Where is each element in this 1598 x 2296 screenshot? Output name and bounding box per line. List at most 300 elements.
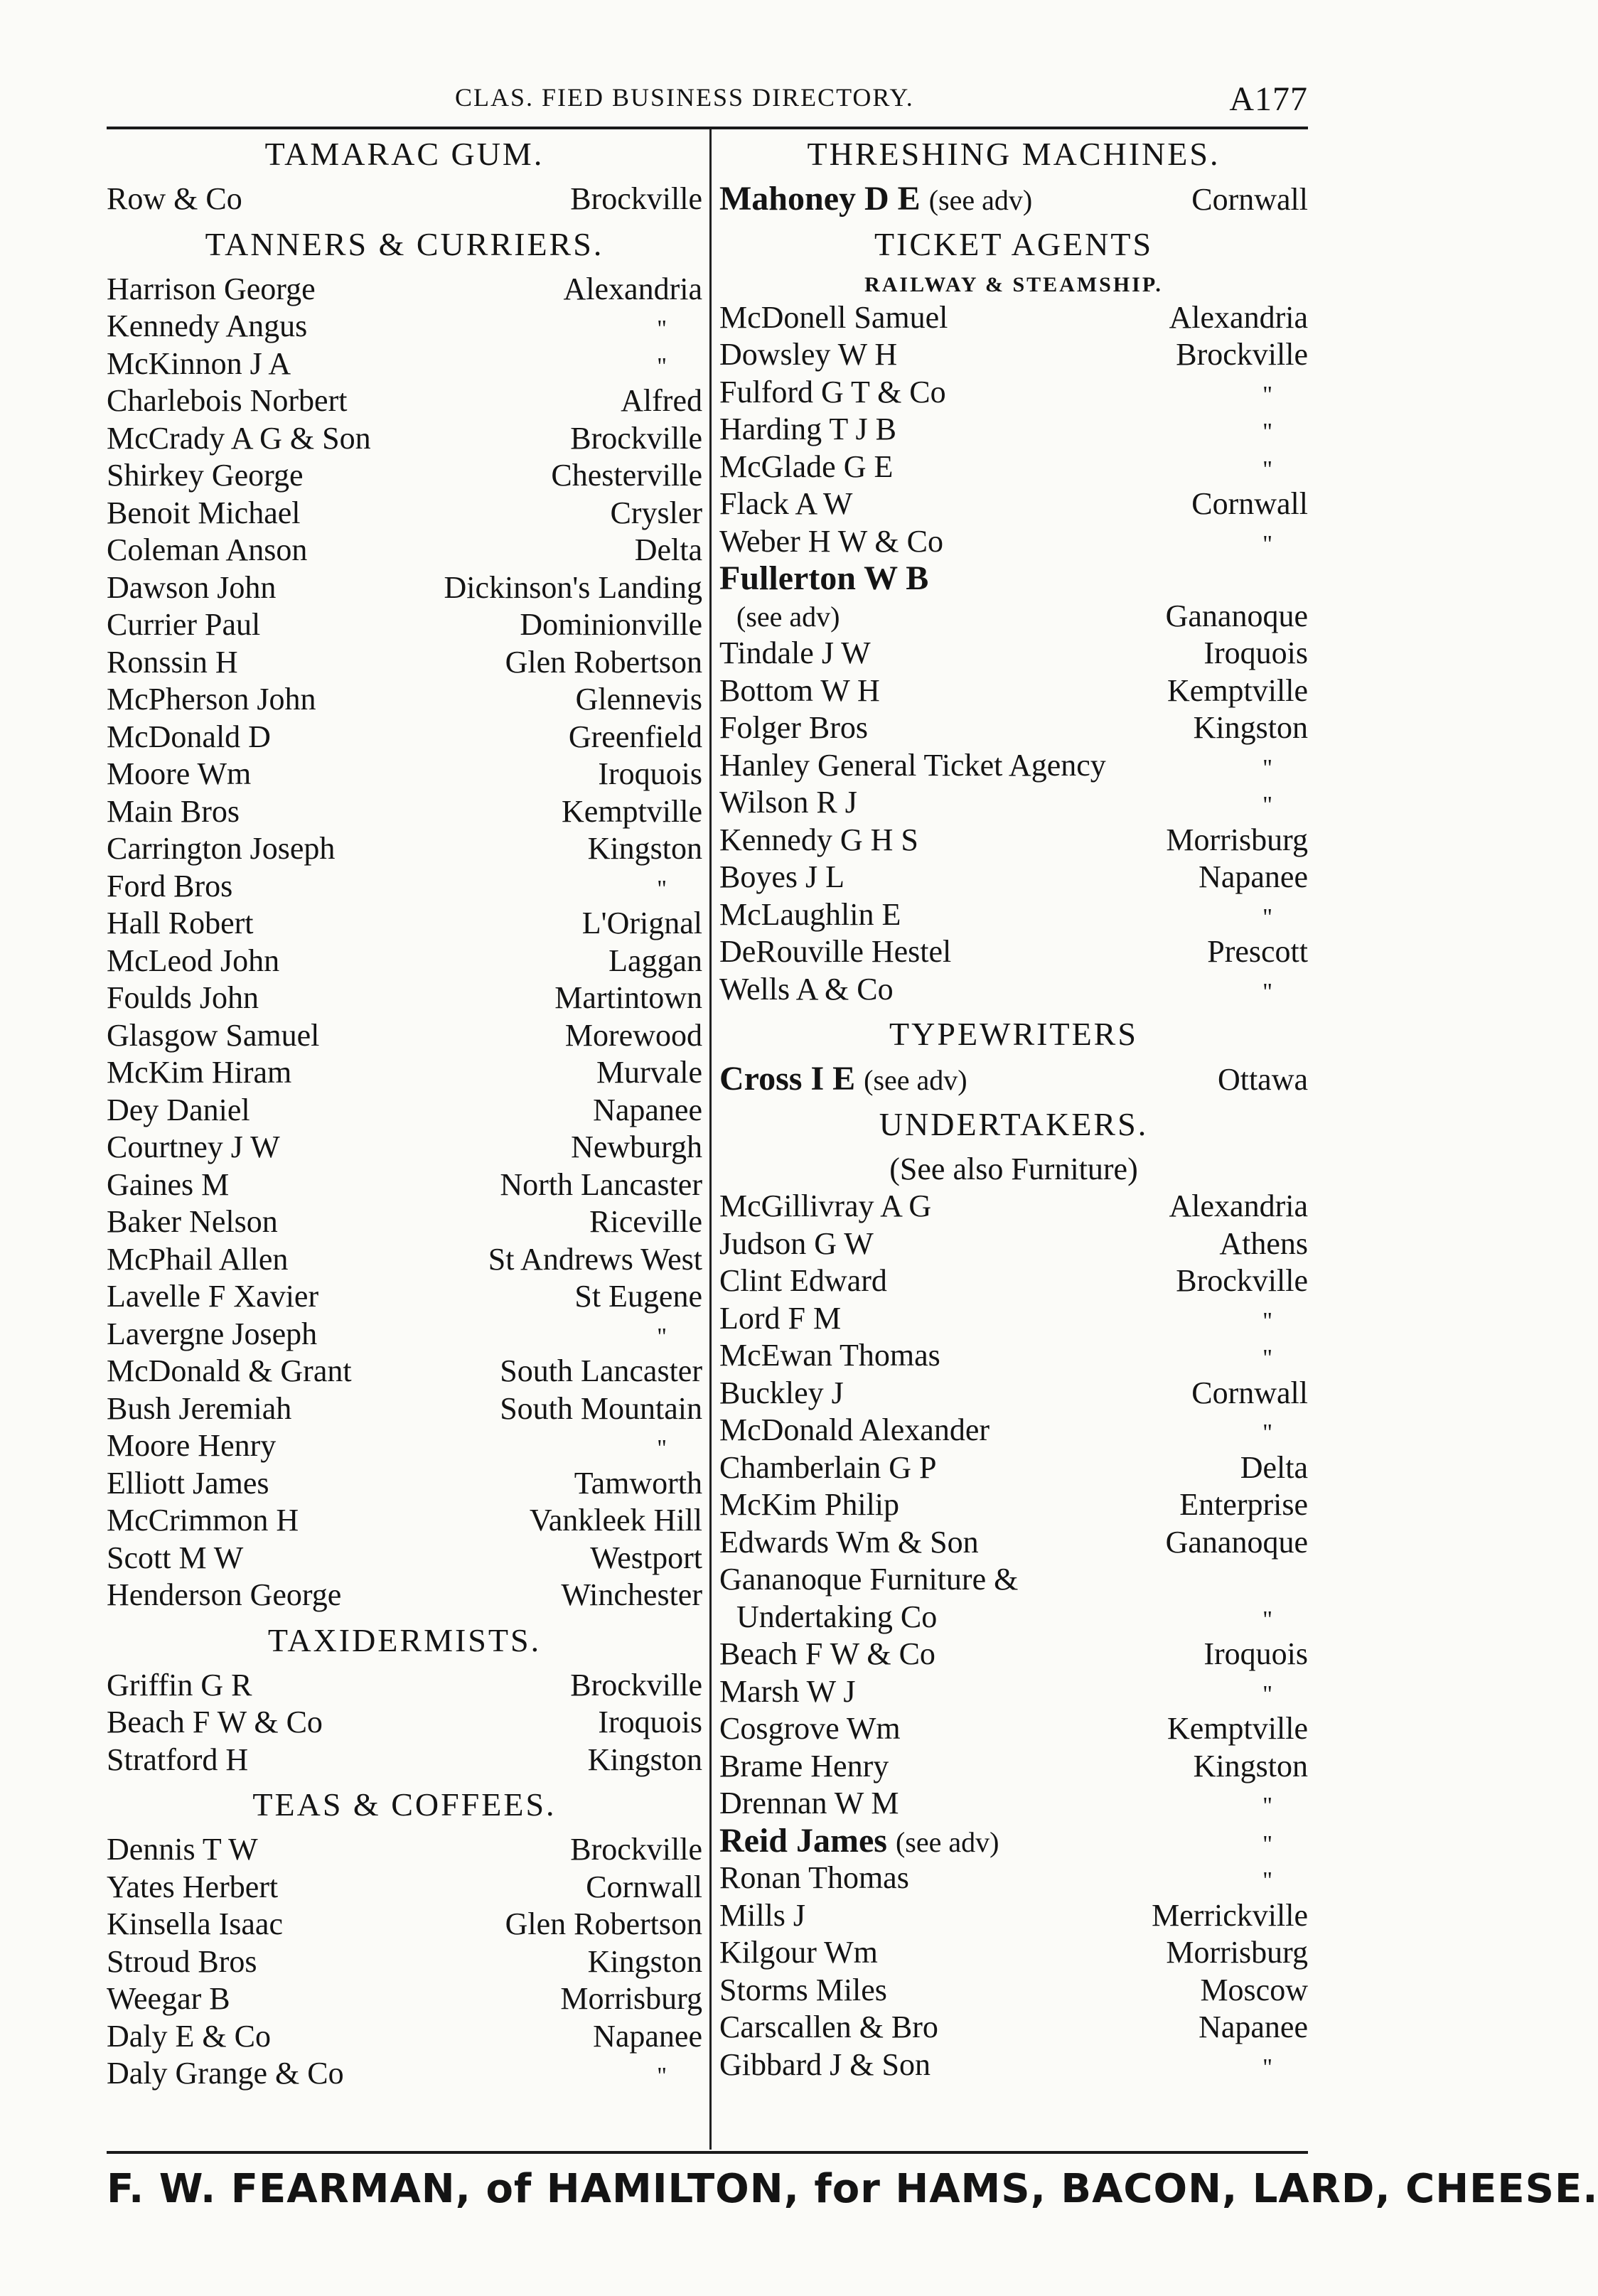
entry-name: McLaughlin E: [719, 896, 901, 932]
directory-entry: [107, 1502, 702, 1540]
entry-place: Kemptville: [1167, 672, 1308, 708]
directory-entry: [107, 868, 702, 906]
section-heading: TEAS & COFFEES.: [252, 1786, 557, 1823]
entry-list: [719, 299, 1308, 561]
entry-place: ": [1262, 1420, 1272, 1446]
directory-entry: [719, 859, 1308, 896]
directory-entry: [719, 2046, 1308, 2084]
directory-entry: [107, 1427, 702, 1465]
entry-place: ": [657, 875, 667, 902]
directory-entry: [719, 411, 1308, 449]
entry-name: Fulford G T & Co: [719, 374, 946, 409]
directory-entry: [719, 1636, 1308, 1673]
entry-list: [719, 1636, 1308, 1823]
entry-name: Carscallen & Bro: [719, 2010, 938, 2044]
entry-place: L'Orignal: [581, 906, 702, 940]
entry-place: Gananoque: [1165, 598, 1308, 633]
directory-entry: [107, 2055, 702, 2093]
column-divider: [709, 129, 712, 2150]
entry-name: Moore Henry: [107, 1428, 277, 1463]
entry-place: Glennevis: [575, 682, 702, 717]
directory-entry: [719, 1748, 1308, 1786]
directory-entry: [719, 1524, 1308, 1562]
entry-name: Bush Jeremiah: [107, 1390, 292, 1426]
directory-entry: [719, 181, 1308, 218]
directory-entry: [719, 1486, 1308, 1524]
entry-name: McGillivray A G: [719, 1189, 932, 1223]
entry-note: (see adv): [895, 1825, 999, 1858]
directory-entry: [107, 1943, 702, 1981]
directory-entry: [107, 1017, 702, 1055]
entry-place: Tamworth: [574, 1465, 702, 1501]
directory-entry: [107, 793, 702, 831]
section-heading: UNDERTAKERS.: [879, 1105, 1149, 1142]
directory-entry: [719, 822, 1308, 859]
directory-entry: [719, 784, 1308, 822]
directory-entry: [107, 830, 702, 868]
entry-place: ": [1262, 419, 1272, 445]
entry-name: Glasgow Samuel: [107, 1017, 320, 1053]
entry-place: ": [1262, 1867, 1272, 1894]
entry-place: Iroquois: [1203, 635, 1308, 670]
entry-place: ": [657, 1435, 667, 1461]
entry-place: Napanee: [593, 1092, 702, 1127]
directory-entry: [107, 606, 702, 644]
entry-place: ": [1262, 530, 1272, 557]
entry-place: ": [1262, 1307, 1272, 1334]
entry-name: Dawson John: [107, 569, 277, 605]
entry-name: McDonell Samuel: [719, 299, 948, 335]
entry-name: Carrington Joseph: [107, 831, 336, 866]
entry-name: Hanley General Ticket Agency: [719, 747, 1106, 783]
directory-entry: [107, 1241, 702, 1279]
directory-entry: [719, 1860, 1308, 1897]
entry-name: Marsh W J: [719, 1673, 856, 1709]
entry-name: Dey Daniel: [107, 1092, 250, 1127]
directory-entry: [719, 1337, 1308, 1375]
entry-name: Daly Grange & Co: [107, 2056, 344, 2091]
directory-entry: [107, 382, 702, 420]
entry-place: Kingston: [587, 1742, 702, 1777]
entry-name: McCrady A G & Son: [107, 420, 371, 456]
running-title: CLAS. FIED BUSINESS DIRECTORY.: [455, 83, 914, 112]
directory-entry: [107, 980, 702, 1017]
entry-place: Cornwall: [1191, 1375, 1308, 1410]
entry-place: Murvale: [596, 1055, 702, 1090]
directory-entry: [107, 1704, 702, 1742]
entry-place: Iroquois: [598, 1705, 702, 1739]
entry-place: Delta: [634, 532, 702, 567]
directory-entry: [107, 1166, 702, 1204]
entry-name: Fullerton W B: [719, 559, 929, 597]
directory-entry: [107, 756, 702, 793]
entry-name: McKinnon J A: [107, 345, 291, 381]
section-threshing-machines: [719, 128, 1308, 218]
entry-place: Kemptville: [562, 793, 702, 829]
directory-entry: [107, 532, 702, 569]
entry-name: Elliott James: [107, 1465, 269, 1501]
entry-name: Moore Wm: [107, 756, 252, 791]
entry-name: Lord F M: [719, 1300, 842, 1336]
entry-place: Kingston: [1193, 1748, 1308, 1783]
entry-place: ": [1262, 1345, 1272, 1371]
directory-entry: [107, 1203, 702, 1241]
entry-name: Daly E & Co: [107, 2018, 271, 2054]
directory-entry: [719, 299, 1308, 337]
entry-name-continued: Undertaking Co: [736, 1599, 938, 1634]
directory-entry: [719, 1300, 1308, 1338]
right-column: [719, 128, 1308, 2083]
section-heading: TICKET AGENTS: [874, 225, 1154, 262]
entry-place: Laggan: [608, 943, 702, 978]
entry-name: Beach F W & Co: [107, 1705, 323, 1739]
directory-section: [107, 128, 702, 218]
directory-entry: [719, 336, 1308, 374]
entry-place: ": [1262, 381, 1272, 408]
entry-place: St Andrews West: [488, 1241, 702, 1277]
entry-note: (see adv): [928, 184, 1033, 216]
directory-entry: [107, 943, 702, 980]
section-undertakers: [719, 1098, 1308, 2084]
entry-place: Cornwall: [586, 1869, 702, 1904]
entry-place: Brockville: [570, 1667, 702, 1702]
entry-place: ": [1262, 1830, 1272, 1857]
entry-name: McPherson John: [107, 682, 316, 717]
directory-entry: [719, 635, 1308, 672]
directory-entry: [107, 719, 702, 756]
section-subheading: RAILWAY & STEAMSHIP.: [864, 272, 1163, 296]
directory-entry: [719, 1897, 1308, 1935]
directory-entry: [719, 1061, 1308, 1098]
directory-entry: [719, 1188, 1308, 1225]
entry-place: Morrisburg: [1166, 1935, 1308, 1970]
entry-name: Charlebois Norbert: [107, 383, 348, 418]
entry-name: McGlade G E: [719, 449, 894, 484]
entry-place: ": [657, 353, 667, 380]
entry-place: Westport: [590, 1540, 702, 1575]
entry-name: Ford Bros: [107, 868, 233, 903]
entry-place: ": [1262, 1793, 1272, 1819]
entry-name: Dennis T W: [107, 1832, 258, 1867]
entry-name: Hall Robert: [107, 906, 254, 940]
section-subheading: (See also Furniture): [889, 1151, 1138, 1186]
directory-entry: [719, 523, 1308, 561]
entry-place: Dominionville: [520, 607, 702, 642]
entry-name: Henderson George: [107, 1577, 342, 1612]
entry-name: Griffin G R: [107, 1667, 252, 1702]
directory-entry: [719, 1561, 1308, 1599]
entry-place: Glen Robertson: [505, 1906, 702, 1941]
directory-entry: [719, 933, 1308, 971]
section-heading: TANNERS & CURRIERS.: [205, 225, 604, 262]
entry-name: Boyes J L: [719, 859, 844, 894]
entry-place: Athens: [1219, 1225, 1308, 1261]
entry-name: Kennedy Angus: [107, 309, 308, 343]
entry-name: Judson G W: [719, 1225, 874, 1261]
entry-note: (see adv): [864, 1064, 967, 1096]
entry-name: Cross I E (see adv): [719, 1060, 967, 1098]
entry-name: Reid James (see adv): [719, 1821, 999, 1860]
entry-name: Scott M W: [107, 1540, 244, 1575]
entry-place: Kingston: [1193, 710, 1308, 745]
entry-place: ": [657, 2063, 667, 2089]
entry-name: Foulds John: [107, 980, 259, 1015]
directory-section: [107, 1614, 702, 1779]
entry-place: Morrisburg: [560, 1981, 702, 2016]
directory-entry: [719, 896, 1308, 934]
directory-entry: [107, 1667, 702, 1705]
entry-name: Courtney J W: [107, 1130, 280, 1164]
entry-place: Enterprise: [1179, 1487, 1308, 1522]
entry-name: Storms Miles: [719, 1972, 887, 2007]
entry-place: Kemptville: [1167, 1711, 1308, 1746]
entry-place: ": [1262, 1680, 1272, 1707]
entry-name: McCrimmon H: [107, 1503, 299, 1538]
entry-place: ": [1262, 2054, 1272, 2081]
entry-name: McKim Philip: [719, 1487, 900, 1522]
directory-entry: [719, 374, 1308, 412]
entry-place: Chesterville: [551, 458, 702, 493]
directory-entry: [107, 345, 702, 383]
section-heading: TYPEWRITERS: [889, 1016, 1138, 1052]
entry-place: Brockville: [1176, 1263, 1308, 1298]
directory-entry: [107, 457, 702, 495]
entry-name: Kinsella Isaac: [107, 1906, 283, 1941]
entry-place: Brockville: [570, 181, 702, 216]
entry-place: ": [1262, 1606, 1272, 1633]
entry-name: Lavergne Joseph: [107, 1316, 318, 1351]
entry-name: McDonald Alexander: [719, 1412, 990, 1447]
entry-name: Brame Henry: [719, 1748, 889, 1783]
directory-entry: [719, 709, 1308, 747]
directory-entry: [107, 905, 702, 943]
entry-place: Iroquois: [598, 756, 702, 791]
directory-entry: [719, 2009, 1308, 2046]
entry-place: Glen Robertson: [505, 644, 702, 680]
entry-name: McDonald D: [107, 719, 271, 754]
entry-place: Crysler: [610, 495, 702, 530]
entry-place: Napanee: [1198, 2010, 1308, 2044]
entry-place: Martintown: [554, 980, 702, 1015]
entry-name: Cosgrove Wm: [719, 1711, 901, 1746]
directory-entry: [719, 1412, 1308, 1449]
directory-entry: [107, 2018, 702, 2056]
entry-place: ": [1262, 456, 1272, 483]
entry-name: Flack A W: [719, 486, 853, 521]
directory-entry: [107, 1540, 702, 1577]
entry-place: Cornwall: [1191, 182, 1308, 217]
entry-list: [719, 1188, 1308, 1561]
entry-name: Buckley J: [719, 1375, 844, 1410]
entry-place: Brockville: [1176, 337, 1308, 372]
entry-place: Napanee: [1198, 859, 1308, 894]
directory-entry: [719, 1449, 1308, 1487]
entry-name: Folger Bros: [719, 710, 868, 745]
directory-entry: [719, 1262, 1308, 1300]
page-number: A177: [1229, 80, 1308, 118]
entry-name: Lavelle F Xavier: [107, 1279, 319, 1314]
entry-name: Clint Edward: [719, 1263, 887, 1298]
entry-name: Stratford H: [107, 1742, 249, 1777]
directory-entry: [107, 1092, 702, 1130]
entry-name: Beach F W & Co: [719, 1636, 935, 1671]
directory-section: [107, 1779, 702, 2093]
entry-name: Main Bros: [107, 793, 240, 829]
entry-name: Yates Herbert: [107, 1869, 279, 1904]
entry-place: Merrickville: [1152, 1897, 1308, 1933]
directory-entry: [107, 1906, 702, 1943]
entry-name: Weber H W & Co: [719, 523, 944, 559]
footer-advertisement: F. W. FEARMAN, of HAMILTON, for HAMS, BACON, LARD, CHEESE.: [107, 2166, 1598, 2212]
entry-name: Dowsley W H: [719, 337, 898, 372]
directory-entry: [719, 672, 1308, 710]
directory-entry: [107, 1054, 702, 1092]
directory-entry: [719, 1823, 1308, 1860]
entry-name: DeRouville Hestel: [719, 934, 952, 969]
entry-name: Weegar B: [107, 1981, 230, 2016]
entry-place: Greenfield: [568, 719, 702, 754]
directory-entry: [107, 495, 702, 532]
entry-list: [719, 1860, 1308, 2083]
entry-name: McEwan Thomas: [719, 1338, 940, 1373]
directory-entry: [107, 308, 702, 345]
entry-name: Shirkey George: [107, 458, 304, 493]
entry-place: Dickinson's Landing: [444, 569, 702, 605]
entry-name: Wilson R J: [719, 785, 857, 820]
entry-place: Morrisburg: [1166, 822, 1308, 857]
section-heading: TAXIDERMISTS.: [267, 1621, 542, 1658]
entry-place: ": [1262, 903, 1272, 930]
section-ticket-agents: [719, 218, 1308, 1009]
directory-section: [107, 218, 702, 1614]
directory-entry: [719, 1225, 1308, 1263]
directory-entry: [107, 644, 702, 682]
directory-entry: [107, 1316, 702, 1353]
entry-name: Drennan W M: [719, 1786, 899, 1820]
entry-place: ": [1262, 754, 1272, 781]
left-column: [107, 128, 702, 2093]
entry-place: Moscow: [1200, 1972, 1308, 2007]
directory-entry: [107, 181, 702, 218]
entry-place: ": [657, 1323, 667, 1350]
entry-place: Brockville: [570, 1832, 702, 1867]
entry-place: Kingston: [587, 831, 702, 866]
entry-name: Coleman Anson: [107, 532, 308, 567]
entry-name: Mills J: [719, 1897, 806, 1933]
entry-place: Vankleek Hill: [529, 1503, 702, 1538]
entry-place: Kingston: [587, 1943, 702, 1979]
section-typewriters: [719, 1008, 1308, 1098]
entry-name: Gaines M: [107, 1166, 230, 1202]
directory-entry: [107, 420, 702, 458]
entry-place: Ottawa: [1217, 1062, 1308, 1097]
entry-place: ": [1262, 792, 1272, 818]
directory-entry: [107, 1129, 702, 1166]
entry-place: Brockville: [570, 420, 702, 456]
entry-name: Kennedy G H S: [719, 822, 918, 857]
directory-entry: [719, 1972, 1308, 2010]
directory-entry: [719, 747, 1308, 785]
entry-name: Ronan Thomas: [719, 1860, 909, 1895]
entry-name: Kilgour Wm: [719, 1935, 878, 1970]
entry-note: (see adv): [736, 600, 840, 633]
entry-place: Napanee: [593, 2018, 702, 2054]
directory-entry: [107, 1278, 702, 1316]
entry-list: [719, 635, 1308, 1008]
entry-name: Mahoney D E (see adv): [719, 180, 1033, 218]
entry-place: Newburgh: [571, 1130, 702, 1164]
entry-place: Riceville: [589, 1204, 702, 1239]
directory-entry: [719, 1785, 1308, 1823]
directory-entry: [107, 1353, 702, 1390]
entry-place: Alexandria: [563, 271, 702, 306]
directory-entry: [107, 681, 702, 719]
entry-place: ": [657, 316, 667, 342]
entry-place: Morewood: [564, 1017, 702, 1053]
entry-place: North Lancaster: [500, 1166, 702, 1202]
entry-name: Baker Nelson: [107, 1204, 278, 1239]
directory-entry: [107, 1742, 702, 1779]
section-heading: TAMARAC GUM.: [264, 136, 545, 172]
entry-name: Bottom W H: [719, 672, 880, 708]
entry-place: Alexandria: [1169, 1189, 1308, 1223]
entry-place: Prescott: [1207, 934, 1308, 969]
entry-place: Cornwall: [1191, 486, 1308, 521]
entry-place: Gananoque: [1165, 1524, 1308, 1560]
directory-entry: [719, 449, 1308, 486]
entry-place: Alexandria: [1169, 299, 1308, 335]
page-header: [107, 80, 1308, 122]
entry-place: Winchester: [561, 1577, 702, 1612]
entry-name: Tindale J W: [719, 635, 871, 670]
entry-name: McPhail Allen: [107, 1241, 289, 1277]
directory-entry: [107, 1577, 702, 1614]
directory-entry: [719, 1934, 1308, 1972]
directory-entry: [107, 1390, 702, 1428]
entry-place: ": [1262, 978, 1272, 1005]
entry-name: Currier Paul: [107, 607, 261, 642]
directory-entry: [719, 971, 1308, 1009]
entry-name: McKim Hiram: [107, 1055, 292, 1090]
entry-name: Stroud Bros: [107, 1943, 257, 1979]
entry-name: Harding T J B: [719, 412, 896, 446]
directory-entry: [107, 1980, 702, 2018]
directory-entry: [719, 598, 1308, 635]
directory-entry: [719, 1673, 1308, 1711]
directory-entry: [719, 486, 1308, 523]
entry-name: Wells A & Co: [719, 971, 894, 1007]
footer-rule: [107, 2151, 1308, 2154]
directory-entry: [107, 271, 702, 309]
entry-name: Harrison George: [107, 271, 316, 306]
entry-name: Edwards Wm & Son: [719, 1524, 979, 1560]
entry-place: Iroquois: [1203, 1636, 1308, 1671]
entry-place: Delta: [1240, 1449, 1308, 1485]
entry-place: South Lancaster: [500, 1353, 702, 1388]
directory-entry: [107, 1869, 702, 1906]
directory-entry: [719, 560, 1308, 598]
section-heading: THRESHING MACHINES.: [807, 136, 1221, 172]
entry-place: South Mountain: [500, 1390, 702, 1426]
directory-entry: [719, 1710, 1308, 1748]
directory-entry: [719, 1375, 1308, 1412]
directory-entry: [107, 569, 702, 607]
entry-name: Gibbard J & Son: [719, 2046, 931, 2082]
entry-place: Alfred: [621, 383, 702, 418]
entry-name: Row & Co: [107, 181, 242, 216]
entry-name: Ronssin H: [107, 644, 238, 680]
directory-entry: [719, 1599, 1308, 1636]
